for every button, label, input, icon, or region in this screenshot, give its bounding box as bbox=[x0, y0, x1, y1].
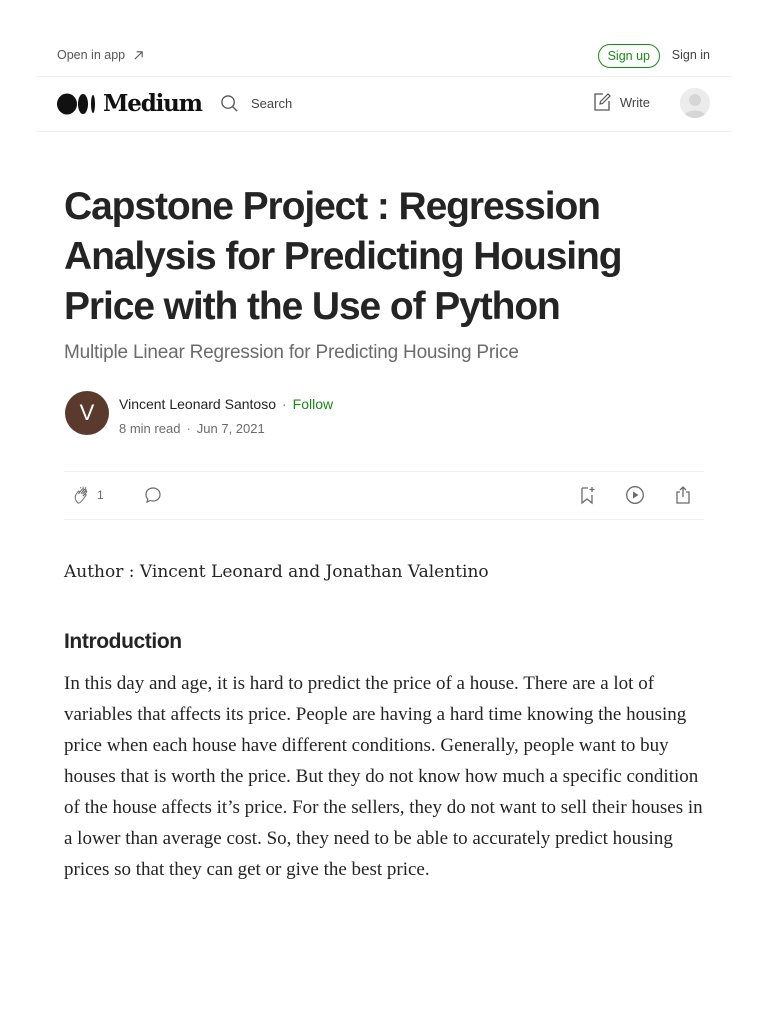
search-box[interactable] bbox=[220, 94, 292, 113]
search-placeholder: Search bbox=[251, 96, 293, 111]
search-icon bbox=[220, 94, 239, 113]
article-byline: Author : Vincent Leonard and Jonathan Valentino bbox=[64, 562, 489, 582]
save-button[interactable] bbox=[577, 485, 597, 510]
article-subtitle: Multiple Linear Regression for Predicting Housing Price bbox=[64, 342, 519, 363]
sign-up-button[interactable]: Sign up bbox=[598, 44, 660, 68]
comment-button[interactable] bbox=[144, 486, 162, 509]
bookmark-icon bbox=[577, 485, 597, 505]
author-avatar[interactable]: V bbox=[65, 391, 109, 435]
article-action-bar bbox=[64, 471, 704, 520]
medium-logo[interactable] bbox=[57, 90, 202, 117]
medium-logo-icon bbox=[57, 93, 97, 115]
author-name[interactable]: Vincent Leonard Santoso bbox=[119, 396, 276, 412]
comment-icon bbox=[144, 486, 162, 504]
share-icon bbox=[673, 485, 693, 505]
open-in-app-link[interactable] bbox=[57, 48, 144, 62]
separator-dot: · bbox=[186, 421, 191, 436]
write-button[interactable] bbox=[592, 92, 650, 112]
article-title: Capstone Project : Regression Analysis for Predicting Housing Price with the Use of Python bbox=[64, 185, 622, 328]
write-icon bbox=[592, 92, 612, 112]
section-heading-introduction: Introduction bbox=[64, 630, 182, 653]
clap-count: 1 bbox=[97, 488, 104, 502]
play-icon bbox=[625, 485, 645, 505]
publish-date: Jun 7, 2021 bbox=[196, 421, 265, 436]
share-button[interactable] bbox=[673, 485, 693, 510]
top-bar bbox=[36, 36, 732, 77]
read-time: 8 min read bbox=[119, 421, 181, 436]
separator-dot: · bbox=[281, 396, 287, 412]
sign-in-link[interactable]: Sign in bbox=[671, 48, 710, 62]
medium-logo-text: Medium bbox=[103, 90, 202, 117]
article-meta bbox=[119, 421, 265, 436]
arrow-up-right-icon bbox=[133, 50, 144, 61]
clap-icon bbox=[72, 485, 92, 505]
listen-button[interactable] bbox=[625, 485, 645, 510]
user-avatar[interactable] bbox=[680, 88, 710, 118]
user-avatar-icon bbox=[680, 88, 710, 118]
follow-button[interactable]: Follow bbox=[292, 396, 334, 412]
author-line bbox=[119, 396, 333, 412]
site-header bbox=[36, 76, 732, 132]
write-label: Write bbox=[619, 94, 650, 110]
clap-button[interactable] bbox=[72, 485, 104, 505]
article-paragraph: In this day and age, it is hard to predict the price of a house. There are a lot of variables that affects its price. People are having a hard time knowing the housing price when each house have different conditions. Generally, people want to buy houses that is worth the price. But they do not know how much a specific condition of the house affects it’s price. For the sellers, they do not want to sell their houses in a lower than average cost. So, they need to be able to accurately predict housing prices so that they can get or give the best price. bbox=[64, 673, 703, 880]
open-in-app-label: Open in app bbox=[57, 48, 126, 62]
